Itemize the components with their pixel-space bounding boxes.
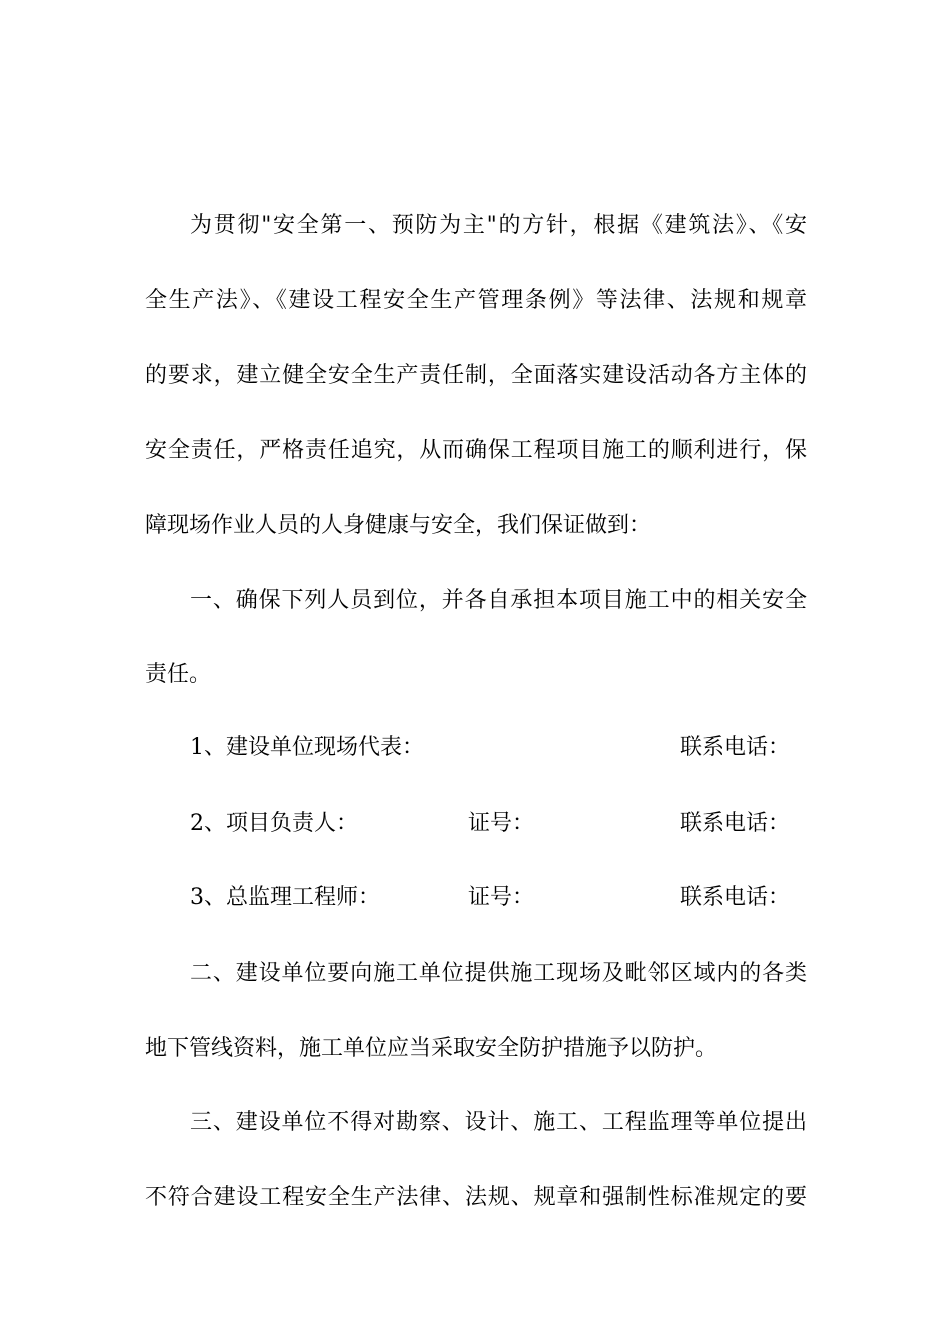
text-line: 地下管线资料，施工单位应当采取安全防护措施予以防护。: [145, 1036, 718, 1061]
text-line: 障现场作业人员的人身健康与安全，我们保证做到：: [145, 513, 652, 538]
field-phone-label: 联系电话：: [680, 735, 791, 760]
field-cert-label: 证号：: [468, 811, 535, 836]
field-label: 1、建设单位现场代表：: [190, 735, 424, 760]
field-phone-label: 联系电话：: [680, 811, 791, 836]
text-line: 为贯彻"安全第一、预防为主"的方针，根据《建筑法》、《安: [190, 213, 807, 238]
text-line: 一、确保下列人员到位，并各自承担本项目施工中的相关安全: [190, 588, 807, 613]
text-line: 不符合建设工程安全生产法律、法规、规章和强制性标准规定的要: [145, 1185, 807, 1210]
text-line: 二、建设单位要向施工单位提供施工现场及毗邻区域内的各类: [190, 961, 807, 986]
field-phone-label: 联系电话：: [680, 885, 791, 910]
field-cert-label: 证号：: [468, 885, 535, 910]
field-label: 3、总监理工程师：: [190, 885, 380, 910]
field-label: 2、项目负责人：: [190, 811, 358, 836]
text-line: 的要求，建立健全安全生产责任制，全面落实建设活动各方主体的: [145, 363, 807, 388]
text-line: 责任。: [145, 662, 212, 687]
text-line: 三、建设单位不得对勘察、设计、施工、工程监理等单位提出: [190, 1110, 807, 1135]
text-line: 安全责任，严格责任追究，从而确保工程项目施工的顺利进行，保: [145, 438, 807, 463]
text-line: 全生产法》、《建设工程安全生产管理条例》等法律、法规和规章: [145, 288, 807, 313]
